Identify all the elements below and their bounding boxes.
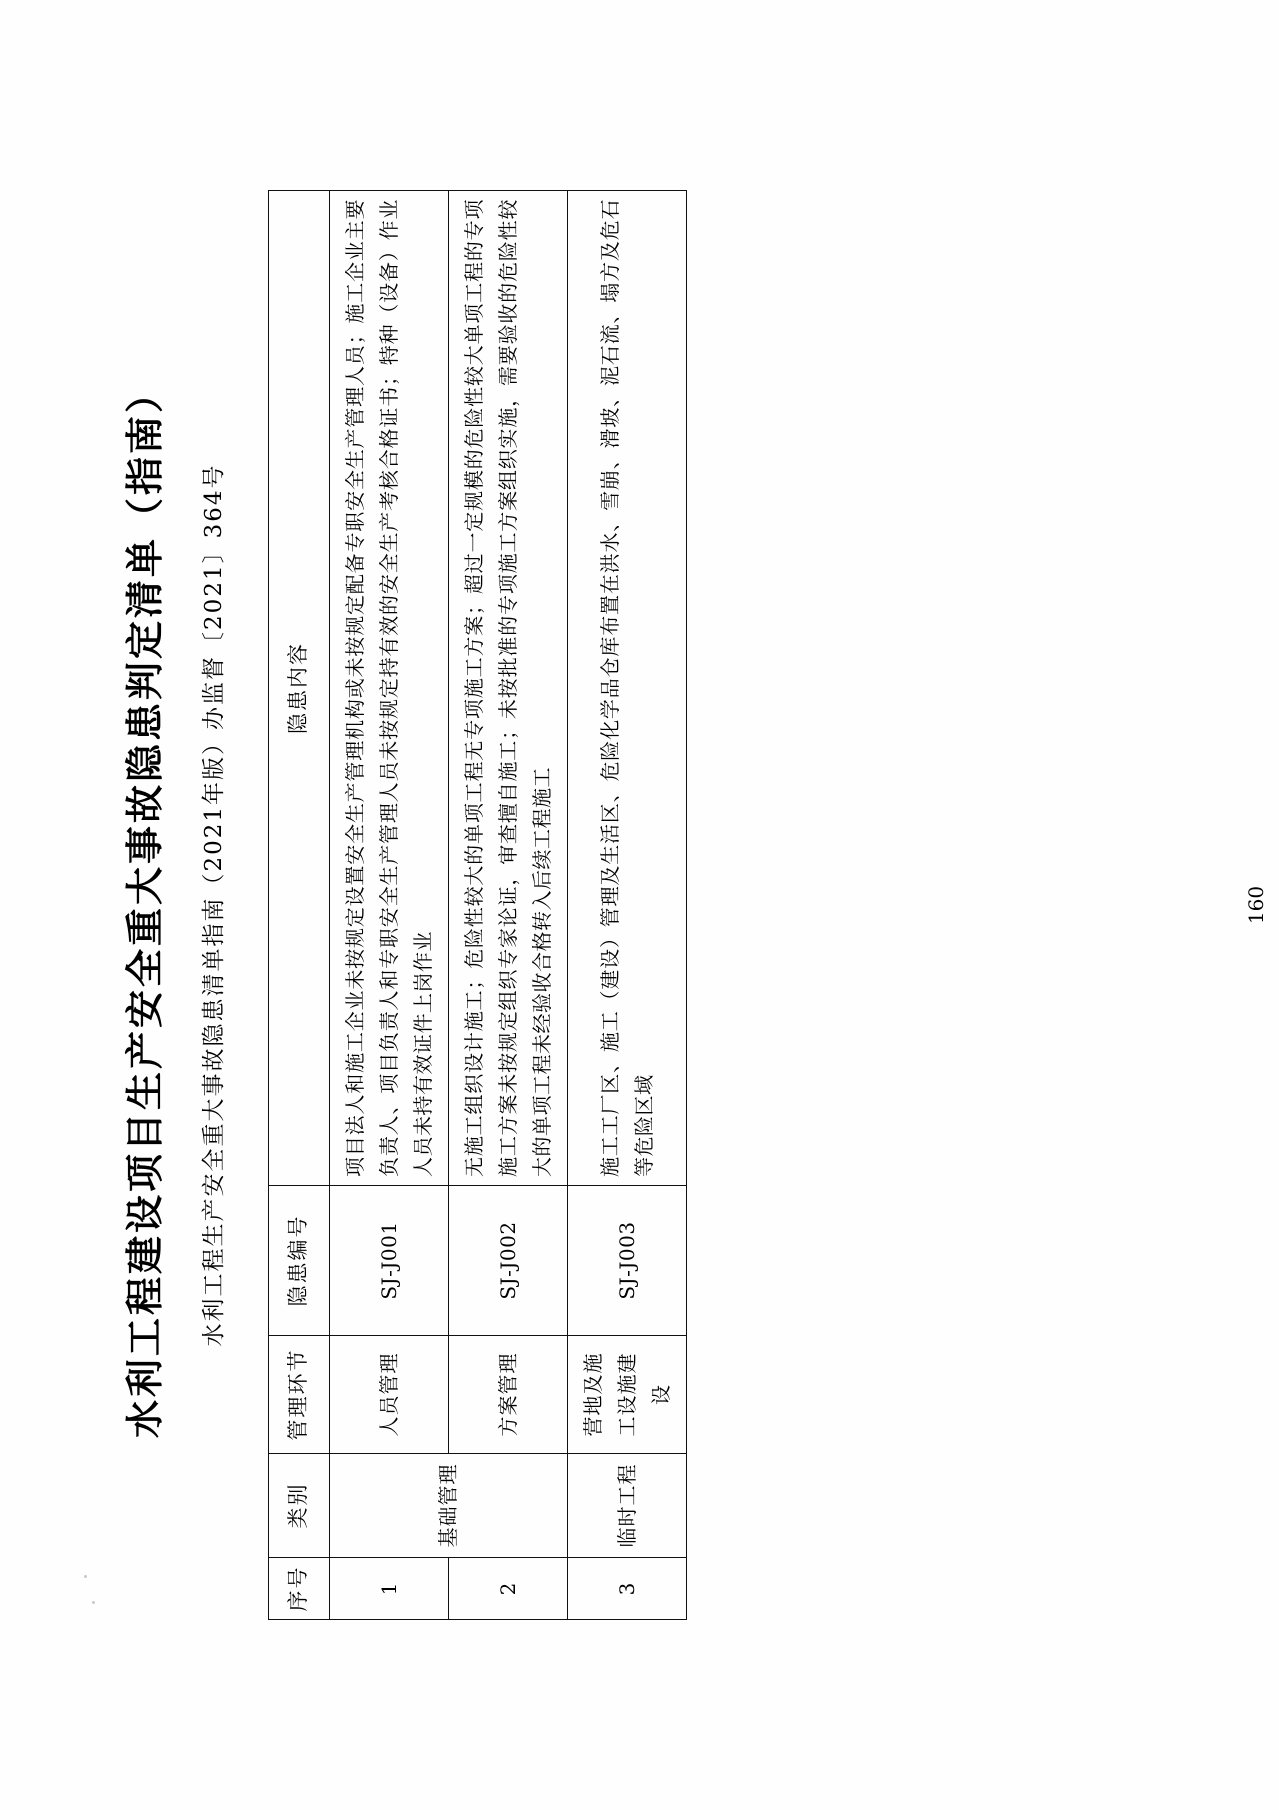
cell-content: 项目法人和施工企业未按规定设置安全生产管理机构或未按规定配备专职安全生产管理人员；施工企业主要负责人、项目负责人和专职安全生产管理人员未按规定持有效的安全生产考核合格证书；特种（设备）作业人员未持有效证件上岗作业 (329, 191, 448, 1186)
header-link: 管理环节 (268, 1336, 329, 1454)
table-row (448, 191, 567, 1620)
cell-link: 人员管理 (329, 1336, 448, 1454)
page-subtitle: 水利工程生产安全重大事故隐患清单指南（2021年版）办监督〔2021〕364号 (200, 463, 227, 1347)
page-title: 水利工程建设项目生产安全重大事故隐患判定清单（指南） (121, 372, 167, 1439)
header-category: 类别 (268, 1454, 329, 1558)
cell-category: 基础管理 (329, 1454, 567, 1558)
cell-link: 方案管理 (448, 1336, 567, 1454)
header-no: 序号 (268, 1558, 329, 1620)
cell-content: 无施工组织设计施工；危险性较大的单项工程无专项施工方案；超过一定规模的危险性较大单项工程的专项施工方案未按规定组织专家论证，审查擅自施工；未按批准的专项施工方案组织实施，需要验收的危险性较大的单项工程未经验收合格转入后续工程施工 (448, 191, 567, 1186)
cell-no: 1 (329, 1558, 448, 1620)
header-content: 隐患内容 (268, 191, 329, 1186)
hazard-table (268, 190, 687, 1620)
rotated-page-content (50, 55, 1268, 1755)
hazard-table-wrapper (268, 190, 687, 1620)
cell-no: 3 (567, 1558, 686, 1620)
table-row (567, 191, 686, 1620)
cell-no: 2 (448, 1558, 567, 1620)
table-header-row (268, 191, 329, 1620)
header-code: 隐患编号 (268, 1186, 329, 1336)
cell-content: 施工工厂区、施工（建设）管理及生活区、危险化学品仓库布置在洪水、雪崩、滑坡、泥石流、塌方及危石等危险区域 (567, 191, 686, 1186)
page-number: 160 (1243, 885, 1268, 925)
cell-link: 营地及施工设施建设 (567, 1336, 686, 1454)
cell-category: 临时工程 (567, 1454, 686, 1558)
table-row (329, 191, 448, 1620)
cell-code: SJ-J001 (329, 1186, 448, 1336)
cell-code: SJ-J002 (448, 1186, 567, 1336)
cell-code: SJ-J003 (567, 1186, 686, 1336)
